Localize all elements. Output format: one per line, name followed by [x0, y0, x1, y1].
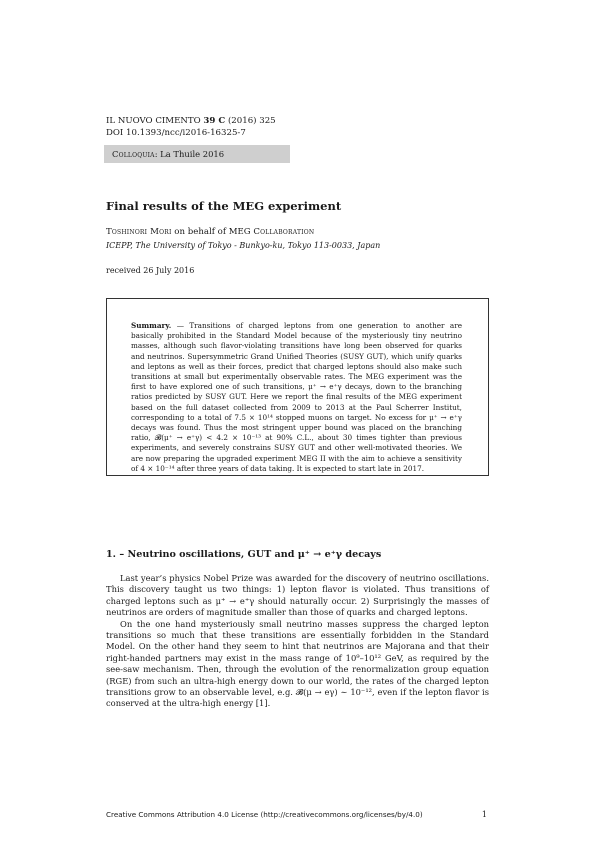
journal-year-page: (2016) 325: [227, 116, 276, 126]
journal-volume: 39 C: [203, 116, 226, 126]
body-paragraph: Last year’s physics Nobel Prize was awarded for the discovery of neutrino oscillations. This discovery taught us two things: 1) lepton flavor is violated. Thus transitions of charged leptons such as μ⁺ → e⁺γ should naturally occur. 2) Surprisingly the masses of neutrinos are orders of magnitude smaller than those of quarks and charged leptons.: [106, 573, 489, 618]
license-notice: Creative Commons Attribution 4.0 License (http://creativecommons.org/licenses/by/4.0): [106, 810, 423, 819]
received-date: received 26 July 2016: [106, 266, 195, 275]
journal-citation: [106, 115, 276, 139]
abstract-text: — Transitions of charged leptons from one generation to another are basically prohibited in the Standard Model because of the mysteriously tiny neutrino masses, although such flavor-violating transitions have long been observed for quarks and neutrinos. Supersymmetric Grand Unified Theories (SUSY GUT), which unify quarks and leptons as well as their forces, predict that charged leptons should also make such transitions at small but experimentally observable rates. The MEG experiment was the first to have explored one of such transitions, μ⁺ → e⁺γ decays, down to the branching ratios predicted by SUSY GUT. Here we report the final results of the MEG experiment based on the full dataset collected from 2009 to 2013 at the Paul Scherrer Institut, corresponding to a total of 7.5 × 10¹⁴ stopped muons on target. No excess for μ⁺ → e⁺γ decays was found. Thus the most stringent upper bound was placed on the branching ratio, 𝓑(μ⁺ → e⁺γ) < 4.2 × 10⁻¹³ at 90% C.L., about 30 times tighter than previous experiments, and severely constrains SUSY GUT and other well-motivated theories. We are now preparing the upgraded experiment MEG II with the aim to achieve a sensitivity of 4 × 10⁻¹⁴ after three years of data taking. It is expected to start late in 2017.: [131, 321, 462, 473]
paper-title: Final results of the MEG experiment: [106, 199, 342, 213]
abstract-label: Summary.: [131, 321, 172, 330]
banner-series: Colloquia: [112, 149, 155, 159]
page-number: 1: [481, 810, 487, 819]
body-paragraph: On the one hand mysteriously small neutrino masses suppress the charged lepton transitions so much that these transitions are essentially forbidden in the Standard Model. On the other hand they seem to hint that neutrinos are Majorana and that their right-handed partners may exist in the mass range of 10⁹–10¹² GeV, as required by the see-saw mechanism. Then, through the evolution of the renormalization group equation (RGE) from such an ultra-high energy down to our world, the rates of the charged lepton transitions grow to an observable level, e.g. 𝓑(μ → eγ) ∼ 10⁻¹², even if the lepton flavor is conserved at the ultra-high energy [1].: [106, 618, 489, 709]
collaboration-name: Collaboration: [253, 227, 315, 237]
section-body: [106, 573, 489, 710]
colloquia-banner: [104, 145, 290, 163]
abstract: [131, 321, 462, 474]
banner-event: : La Thuile 2016: [154, 149, 225, 159]
affiliation: ICEPP, The University of Tokyo - Bunkyo-ku, Tokyo 113-0033, Japan: [106, 241, 381, 250]
abstract-box: [106, 298, 489, 476]
journal-name: IL NUOVO CIMENTO: [106, 116, 201, 126]
author-name: Toshinori Mori: [106, 227, 172, 237]
journal-doi: DOI 10.1393/ncc/i2016-16325-7: [106, 128, 246, 138]
section-heading: 1. – Neutrino oscillations, GUT and μ⁺ → e⁺γ decays: [106, 549, 382, 560]
author-connector: on behalf of MEG: [171, 227, 254, 237]
author-line: [106, 227, 314, 237]
journal-line: [106, 115, 276, 127]
